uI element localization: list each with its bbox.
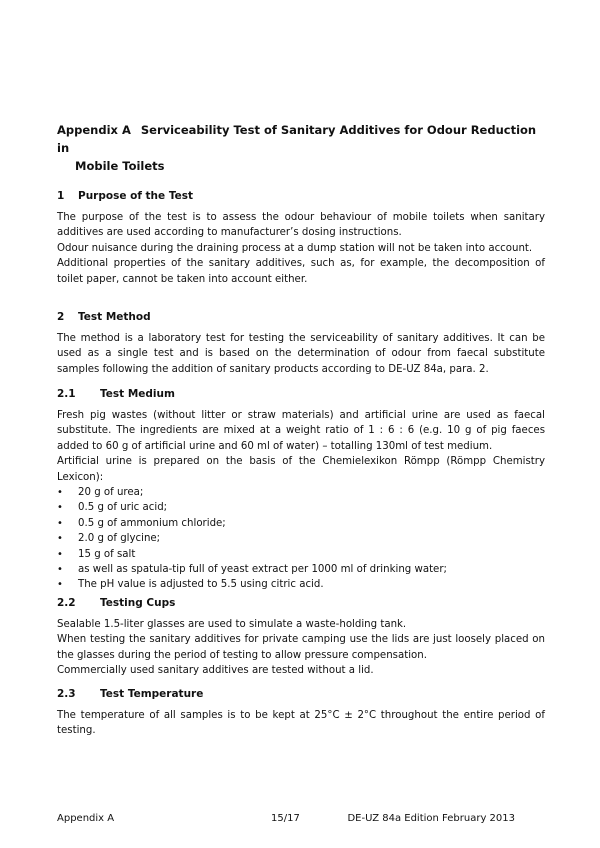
list-item: • 20 g of urea; bbox=[57, 485, 545, 500]
section-title: Test Temperature bbox=[100, 688, 204, 700]
section-2-heading bbox=[57, 309, 545, 325]
list-item: • 2.0 g of glycine; bbox=[57, 531, 545, 546]
appendix-title-line1: Serviceability Test of Sanitary Additives for Odour Reduction in bbox=[57, 123, 537, 155]
section-title: Test Medium bbox=[100, 388, 175, 400]
section-2 bbox=[57, 309, 545, 377]
section-number: 1 bbox=[57, 190, 65, 202]
paragraph: The purpose of the test is to assess the odour behaviour of mobile toilets when sanitary additives are used according to manufacturer’s dosing instructions. bbox=[57, 212, 545, 239]
section-number: 2.3 bbox=[57, 688, 76, 700]
paragraph: Fresh pig wastes (without litter or straw materials) and artificial urine are used as faecal substitute. The ingredients are mixed at a weight ratio of 1 : 6 : 6 (e.g. 10 g of pig faeces added to 60 g of artificial urine and 60 ml of water) – totalling 130ml of test medium. bbox=[57, 410, 545, 452]
paragraph: The temperature of all samples is to be kept at 25°C ± 2°C throughout the entire period of testing. bbox=[57, 710, 545, 737]
paragraph: Additional properties of the sanitary additives, such as, for example, the decomposition of toilet paper, cannot be taken into account either. bbox=[57, 258, 545, 285]
section-number: 2.2 bbox=[57, 597, 76, 609]
ingredient-list bbox=[57, 485, 545, 593]
section-title: Testing Cups bbox=[100, 597, 176, 609]
appendix-label: Appendix A bbox=[57, 123, 131, 137]
section-title: Purpose of the Test bbox=[78, 190, 193, 202]
section-title: Test Method bbox=[78, 311, 151, 323]
section-2-3 bbox=[57, 686, 545, 739]
section-2-1-heading bbox=[57, 386, 545, 402]
section-2-2 bbox=[57, 595, 545, 679]
section-1-heading bbox=[57, 188, 545, 204]
section-2-2-heading bbox=[57, 595, 545, 611]
paragraph: Artificial urine is prepared on the basis of the Chemielexikon Römpp (Römpp Chemistry Lexicon): bbox=[57, 456, 545, 483]
section-2-1 bbox=[57, 386, 545, 593]
list-item: • as well as spatula-tip full of yeast extract per 1000 ml of drinking water; bbox=[57, 562, 545, 577]
section-1 bbox=[57, 188, 545, 287]
appendix-title-line2: Mobile Toilets bbox=[75, 159, 165, 173]
section-number: 2.1 bbox=[57, 388, 76, 400]
list-item: • 0.5 g of ammonium chloride; bbox=[57, 516, 545, 531]
list-item: • The pH value is adjusted to 5.5 using citric acid. bbox=[57, 577, 545, 592]
paragraph: Sealable 1.5-liter glasses are used to simulate a waste-holding tank. bbox=[57, 619, 407, 630]
page-number: 15/17 bbox=[271, 813, 300, 824]
list-item: • 15 g of salt bbox=[57, 547, 545, 562]
paragraph: Commercially used sanitary additives are tested without a lid. bbox=[57, 665, 374, 677]
paragraph: The method is a laboratory test for testing the serviceability of sanitary additives. It can be used as a single test and is based on the determination of odour from faecal substitute samples following the addition of sanitary products according to DE-UZ 84a, para. 2. bbox=[57, 333, 545, 375]
section-2-3-heading bbox=[57, 686, 545, 702]
footer-left: Appendix A bbox=[57, 813, 115, 824]
section-number: 2 bbox=[57, 311, 65, 323]
appendix-title bbox=[57, 121, 545, 175]
footer-right: DE-UZ 84a Edition February 2013 bbox=[347, 813, 515, 824]
list-item: • 0.5 g of uric acid; bbox=[57, 500, 545, 515]
paragraph: When testing the sanitary additives for private camping use the lids are just loosely placed on the glasses during the period of testing to allow pressure compensation. bbox=[57, 634, 545, 661]
paragraph: Odour nuisance during the draining process at a dump station will not be taken into account. bbox=[57, 242, 533, 254]
